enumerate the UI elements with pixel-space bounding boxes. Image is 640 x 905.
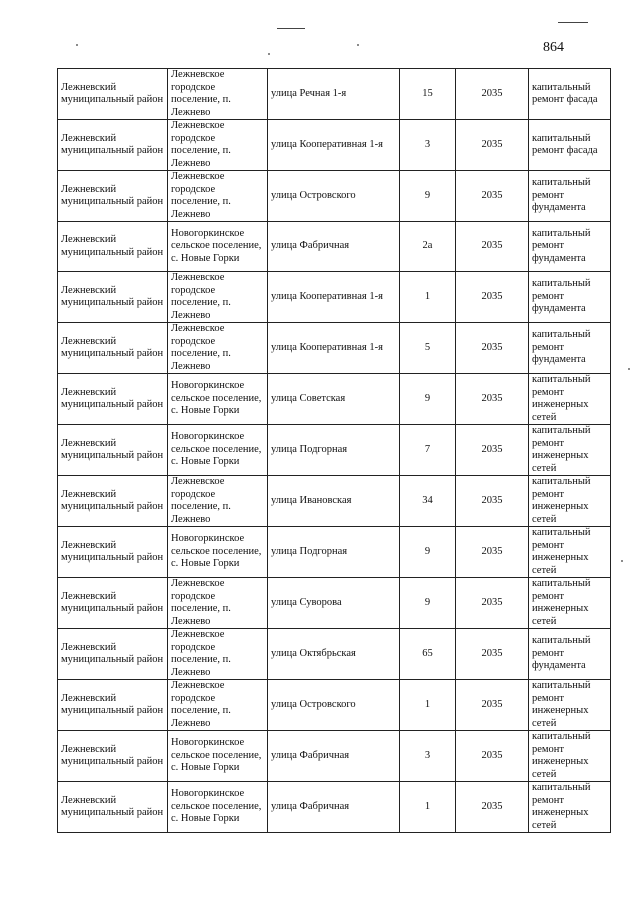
year-cell: 2035 <box>456 782 529 833</box>
street-cell: улица Фабричная <box>268 222 400 272</box>
street-cell: улица Подгорная <box>268 425 400 476</box>
house-number-cell: 65 <box>400 629 456 680</box>
work-type-cell: капитальный ремонт инженерных сетей <box>529 680 611 731</box>
work-type-cell: капитальный ремонт инженерных сетей <box>529 782 611 833</box>
header-mark-right <box>558 22 588 23</box>
work-type-cell: капитальный ремонт инженерных сетей <box>529 374 611 425</box>
street-cell: улица Кооперативная 1-я <box>268 323 400 374</box>
settlement-cell: Лежневское городское поселение, п. Лежнево <box>168 323 268 374</box>
table-row <box>58 782 611 833</box>
table-row <box>58 374 611 425</box>
work-type-cell: капитальный ремонт фундамента <box>529 629 611 680</box>
header-mark-left <box>277 28 305 29</box>
street-cell: улица Фабричная <box>268 731 400 782</box>
work-type-cell: капитальный ремонт фасада <box>529 120 611 171</box>
table-row <box>58 171 611 222</box>
house-number-cell: 1 <box>400 272 456 323</box>
settlement-cell: Новогоркинское сельское поселение, с. Новые Горки <box>168 425 268 476</box>
year-cell: 2035 <box>456 171 529 222</box>
street-cell: улица Кооперативная 1-я <box>268 120 400 171</box>
scan-dot <box>628 368 630 370</box>
house-number-cell: 15 <box>400 69 456 120</box>
street-cell: улица Кооперативная 1-я <box>268 272 400 323</box>
settlement-cell: Лежневское городское поселение, п. Лежнево <box>168 629 268 680</box>
house-number-cell: 1 <box>400 782 456 833</box>
district-cell: Лежневский муниципальный район <box>58 476 168 527</box>
table-row <box>58 578 611 629</box>
work-type-cell: капитальный ремонт фундамента <box>529 272 611 323</box>
year-cell: 2035 <box>456 578 529 629</box>
street-cell: улица Островского <box>268 680 400 731</box>
street-cell: улица Речная 1-я <box>268 69 400 120</box>
district-cell: Лежневский муниципальный район <box>58 171 168 222</box>
scan-dot <box>76 44 78 46</box>
scan-dot <box>621 560 623 562</box>
year-cell: 2035 <box>456 425 529 476</box>
work-type-cell: капитальный ремонт фасада <box>529 69 611 120</box>
district-cell: Лежневский муниципальный район <box>58 782 168 833</box>
year-cell: 2035 <box>456 323 529 374</box>
district-cell: Лежневский муниципальный район <box>58 731 168 782</box>
year-cell: 2035 <box>456 731 529 782</box>
work-type-cell: капитальный ремонт инженерных сетей <box>529 425 611 476</box>
scan-dot <box>268 53 270 55</box>
house-number-cell: 7 <box>400 425 456 476</box>
settlement-cell: Новогоркинское сельское поселение, с. Новые Горки <box>168 731 268 782</box>
table-row <box>58 69 611 120</box>
work-type-cell: капитальный ремонт фундамента <box>529 222 611 272</box>
district-cell: Лежневский муниципальный район <box>58 527 168 578</box>
settlement-cell: Лежневское городское поселение, п. Лежнево <box>168 680 268 731</box>
house-number-cell: 3 <box>400 120 456 171</box>
settlement-cell: Лежневское городское поселение, п. Лежнево <box>168 120 268 171</box>
district-cell: Лежневский муниципальный район <box>58 69 168 120</box>
district-cell: Лежневский муниципальный район <box>58 578 168 629</box>
year-cell: 2035 <box>456 272 529 323</box>
settlement-cell: Лежневское городское поселение, п. Лежнево <box>168 69 268 120</box>
settlement-cell: Новогоркинское сельское поселение, с. Новые Горки <box>168 374 268 425</box>
district-cell: Лежневский муниципальный район <box>58 425 168 476</box>
table-row <box>58 222 611 272</box>
street-cell: улица Советская <box>268 374 400 425</box>
street-cell: улица Ивановская <box>268 476 400 527</box>
table-row <box>58 120 611 171</box>
settlement-cell: Лежневское городское поселение, п. Лежнево <box>168 578 268 629</box>
settlement-cell: Новогоркинское сельское поселение, с. Новые Горки <box>168 782 268 833</box>
table-row <box>58 476 611 527</box>
district-cell: Лежневский муниципальный район <box>58 629 168 680</box>
table-row <box>58 629 611 680</box>
house-number-cell: 3 <box>400 731 456 782</box>
settlement-cell: Лежневское городское поселение, п. Лежнево <box>168 476 268 527</box>
district-cell: Лежневский муниципальный район <box>58 120 168 171</box>
work-type-cell: капитальный ремонт инженерных сетей <box>529 476 611 527</box>
house-number-cell: 9 <box>400 527 456 578</box>
settlement-cell: Новогоркинское сельское поселение, с. Новые Горки <box>168 222 268 272</box>
settlement-cell: Лежневское городское поселение, п. Лежнево <box>168 272 268 323</box>
district-cell: Лежневский муниципальный район <box>58 323 168 374</box>
house-number-cell: 5 <box>400 323 456 374</box>
house-number-cell: 2а <box>400 222 456 272</box>
district-cell: Лежневский муниципальный район <box>58 680 168 731</box>
year-cell: 2035 <box>456 374 529 425</box>
street-cell: улица Суворова <box>268 578 400 629</box>
house-number-cell: 9 <box>400 578 456 629</box>
table-row <box>58 323 611 374</box>
year-cell: 2035 <box>456 629 529 680</box>
work-type-cell: капитальный ремонт инженерных сетей <box>529 578 611 629</box>
year-cell: 2035 <box>456 527 529 578</box>
district-cell: Лежневский муниципальный район <box>58 374 168 425</box>
table-row <box>58 731 611 782</box>
table-body <box>58 69 611 833</box>
scan-dot <box>357 44 359 46</box>
house-number-cell: 34 <box>400 476 456 527</box>
year-cell: 2035 <box>456 476 529 527</box>
house-number-cell: 9 <box>400 171 456 222</box>
street-cell: улица Фабричная <box>268 782 400 833</box>
street-cell: улица Октябрьская <box>268 629 400 680</box>
table-row <box>58 425 611 476</box>
district-cell: Лежневский муниципальный район <box>58 222 168 272</box>
work-type-cell: капитальный ремонт инженерных сетей <box>529 527 611 578</box>
work-type-cell: капитальный ремонт инженерных сетей <box>529 731 611 782</box>
settlement-cell: Лежневское городское поселение, п. Лежнево <box>168 171 268 222</box>
table-row <box>58 527 611 578</box>
year-cell: 2035 <box>456 120 529 171</box>
table-row <box>58 680 611 731</box>
table-row <box>58 272 611 323</box>
street-cell: улица Островского <box>268 171 400 222</box>
page-number: 864 <box>543 40 564 55</box>
work-type-cell: капитальный ремонт фундамента <box>529 171 611 222</box>
year-cell: 2035 <box>456 69 529 120</box>
house-number-cell: 1 <box>400 680 456 731</box>
housing-repair-table <box>57 68 611 833</box>
year-cell: 2035 <box>456 680 529 731</box>
district-cell: Лежневский муниципальный район <box>58 272 168 323</box>
settlement-cell: Новогоркинское сельское поселение, с. Новые Горки <box>168 527 268 578</box>
street-cell: улица Подгорная <box>268 527 400 578</box>
year-cell: 2035 <box>456 222 529 272</box>
work-type-cell: капитальный ремонт фундамента <box>529 323 611 374</box>
house-number-cell: 9 <box>400 374 456 425</box>
